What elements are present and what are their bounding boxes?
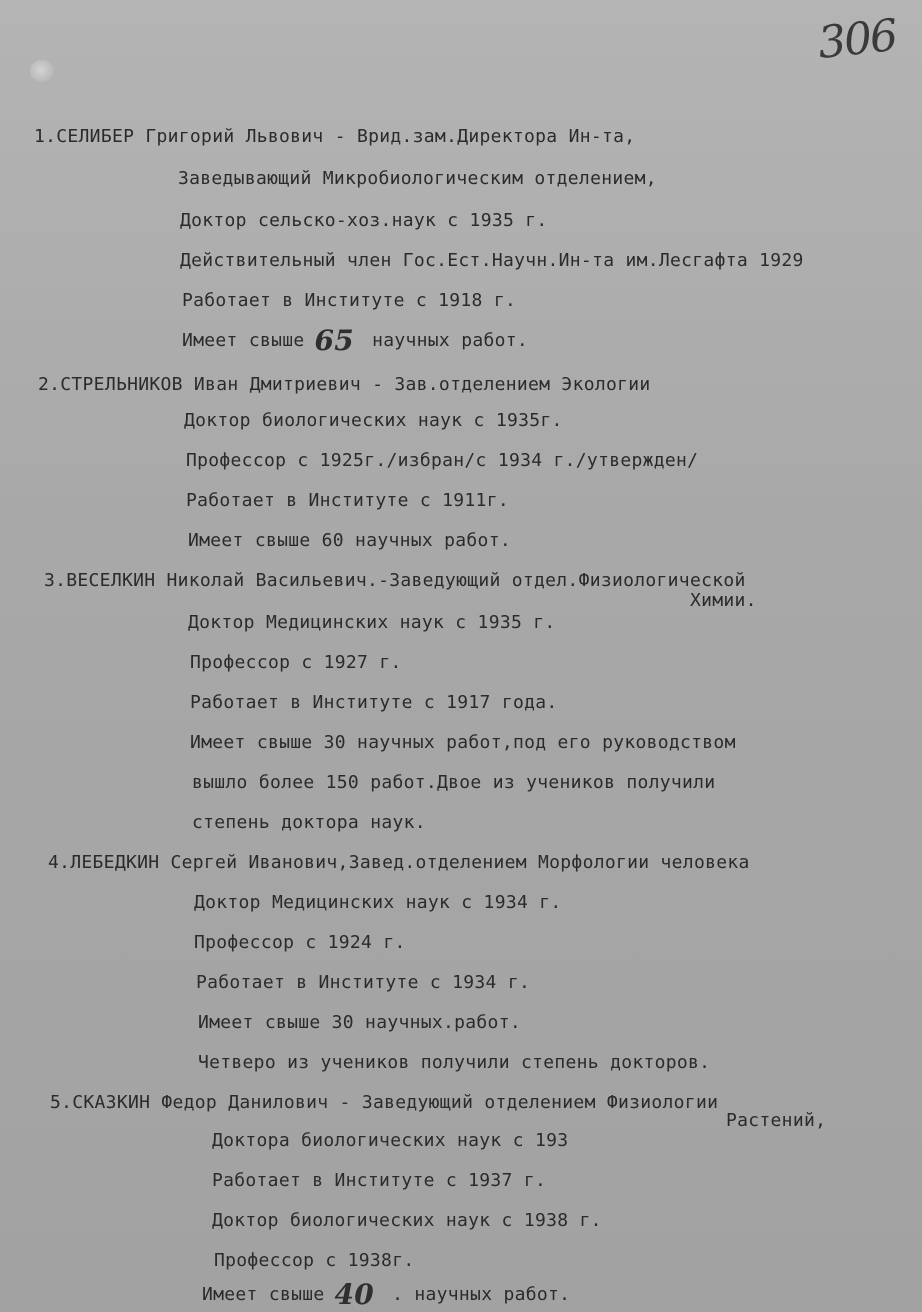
handwritten-works-count: 40 [334, 1278, 375, 1311]
entry-5-line: Доктора биологических наук с 193 [212, 1130, 569, 1151]
entry-2-line: Имеет свыше 60 научных работ. [188, 530, 511, 551]
entry-2-line: Доктор биологических наук с 1935г. [184, 410, 563, 431]
entry-5-head-continuation: Растений, [726, 1110, 827, 1131]
entry-1-line: Работает в Институте с 1918 г. [182, 290, 517, 311]
entry-3-line: Работает в Институте с 1917 года. [190, 692, 558, 713]
entry-3-line: вышло более 150 работ.Двое из учеников получили [192, 772, 716, 793]
entry-4-line: Доктор Медицинских наук с 1934 г. [194, 892, 562, 913]
entry-5-line: Профессор с 1938г. [214, 1250, 415, 1271]
entry-3-line: степень доктора наук. [192, 812, 426, 833]
entry-4-head: 4.ЛЕБЕДКИН Сергей Иванович,Завед.отделением Морфологии человека [48, 852, 750, 873]
entry-2-line: Работает в Институте с 1911г. [186, 490, 509, 511]
entry-1-line: Действительный член Гос.Ест.Научн.Ин-та им.Лесгафта 1929 [180, 250, 804, 271]
entry-1-line: Доктор сельско-хоз.наук с 1935 г. [180, 210, 548, 231]
entry-3-line: Профессор с 1927 г. [190, 652, 402, 673]
sheet-number: 306 [815, 10, 899, 69]
works-suffix: научных работ. [372, 330, 529, 351]
entry-4-line: Четверо из учеников получили степень докторов. [198, 1052, 711, 1073]
entry-3-head-continuation: Химии. [690, 590, 757, 611]
entry-5-line: Доктор биологических наук с 1938 г. [212, 1210, 602, 1231]
entry-4-line: Имеет свыше 30 научных.работ. [198, 1012, 521, 1033]
entry-5-works-line [202, 1278, 571, 1311]
entry-5-head: 5.СКАЗКИН Федор Данилович - Заведующий отделением Физиологии [50, 1092, 719, 1113]
handwritten-works-count: 65 [314, 324, 355, 357]
entry-3-line: Доктор Медицинских наук с 1935 г. [188, 612, 556, 633]
entry-2-head: 2.СТРЕЛЬНИКОВ Иван Дмитриевич - Зав.отделением Экологии [38, 374, 651, 395]
entry-4-line: Профессор с 1924 г. [194, 932, 406, 953]
entry-5-line: Работает в Институте с 1937 г. [212, 1170, 547, 1191]
entry-3-line: Имеет свыше 30 научных работ,под его руководством [190, 732, 736, 753]
works-suffix: . научных работ. [392, 1284, 571, 1305]
entry-4-line: Работает в Институте с 1934 г. [196, 972, 531, 993]
entry-1-head: 1.СЕЛИБЕР Григорий Львович - Врид.зам.Директора Ин-та, [34, 126, 636, 147]
entry-1-works-line [182, 324, 529, 357]
punch-hole [30, 60, 54, 82]
entry-2-line: Профессор с 1925г./избран/с 1934 г./утвержден/ [186, 450, 699, 471]
works-prefix: Имеет свыше [182, 330, 305, 351]
entry-1-line: Заведывающий Микробиологическим отделением, [178, 168, 657, 189]
entry-3-head: 3.ВЕСЕЛКИН Николай Васильевич.-Заведующий отдел.Физиологической [44, 570, 746, 591]
works-prefix: Имеет свыше [202, 1284, 325, 1305]
